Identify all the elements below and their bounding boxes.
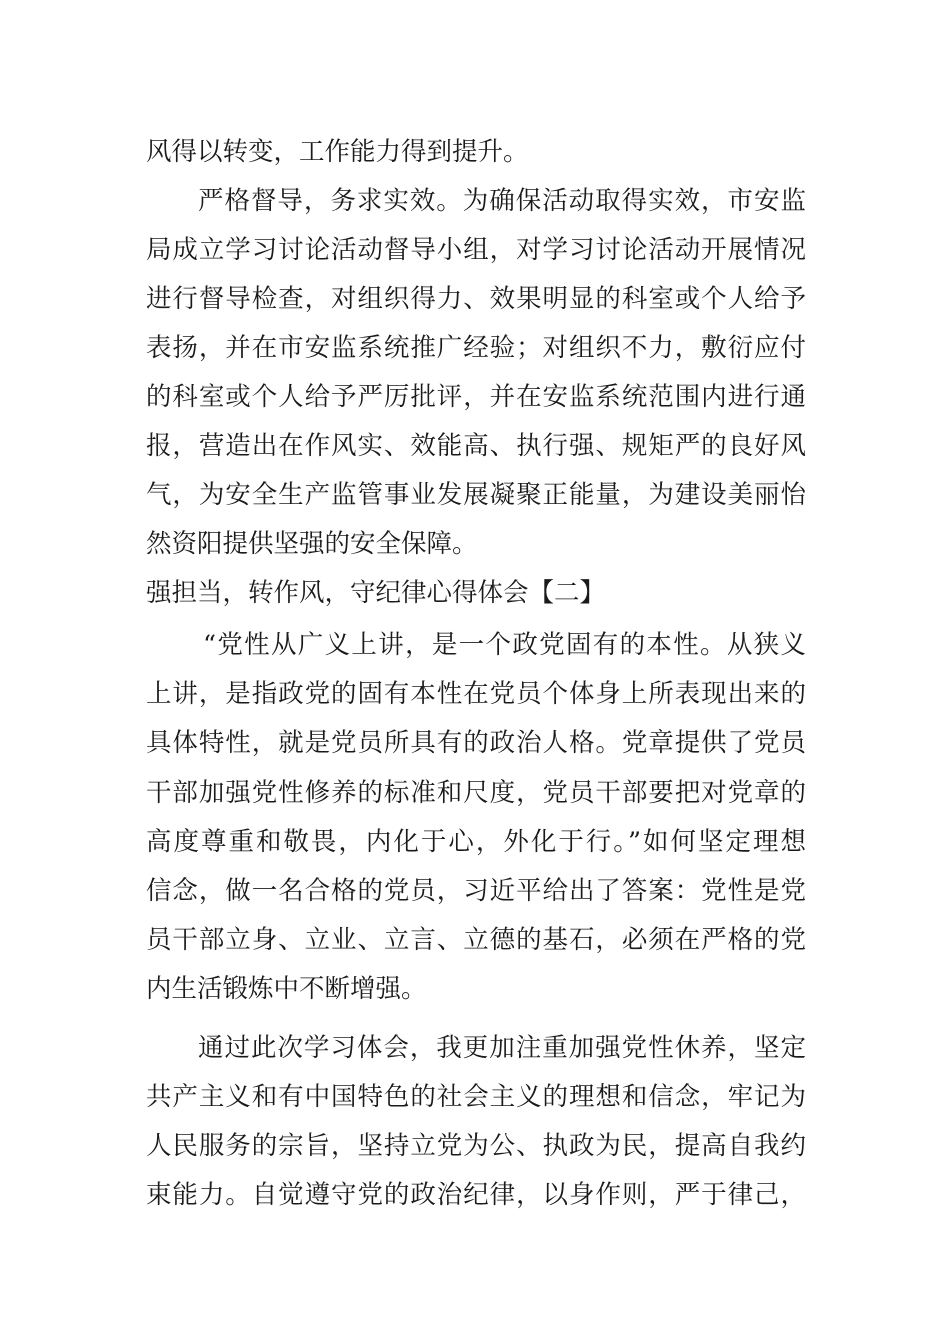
paragraph-line: 气，为安全生产监管事业发展凝聚正能量，为建设美丽怡 (146, 480, 806, 510)
paragraph-line: 通过此次学习体会，我更加注重加强党性休养，坚定 (198, 1033, 806, 1063)
paragraph-line: 人民服务的宗旨，坚持立党为公、执政为民，提高自我约 (146, 1131, 806, 1161)
paragraph-line: 严格督导，务求实效。为确保活动取得实效，市安监 (198, 186, 806, 216)
paragraph-line: 束能力。自觉遵守党的政治纪律，以身作则，严于律己， (146, 1180, 806, 1210)
paragraph-line: 进行督导检查，对组织得力、效果明显的科室或个人给予 (146, 284, 806, 314)
paragraph-line: 上讲，是指政党的固有本性在党员个体身上所表现出来的 (146, 679, 806, 709)
paragraph-line: 内生活锻炼中不断增强。 (146, 974, 427, 1004)
paragraph-line: 具体特性，就是党员所具有的政治人格。党章提供了党员 (146, 728, 806, 758)
paragraph-line: “党性从广义上讲，是一个政党固有的本性。从狭义 (203, 630, 806, 660)
paragraph-line: 报，营造出在作风实、效能高、执行强、规矩严的良好风 (146, 431, 806, 461)
paragraph-line: 干部加强党性修养的标准和尺度，党员干部要把对党章的 (146, 778, 806, 808)
paragraph-line: 表扬，并在市安监系统推广经验；对组织不力，敷衍应付 (146, 333, 806, 363)
paragraph-line: 高度尊重和敬畏，内化于心，外化于行。”如何坚定理想 (146, 827, 806, 857)
paragraph-line: 共产主义和有中国特色的社会主义的理想和信念，牢记为 (146, 1082, 806, 1112)
paragraph-line: 信念，做一名合格的党员，习近平给出了答案：党性是党 (146, 876, 806, 906)
paragraph-line: 局成立学习讨论活动督导小组，对学习讨论活动开展情况 (146, 235, 806, 265)
paragraph-line: 风得以转变，工作能力得到提升。 (146, 137, 529, 167)
paragraph-line: 员干部立身、立业、立言、立德的基石，必须在严格的党 (146, 925, 806, 955)
paragraph-line: 然资阳提供坚强的安全保障。 (146, 529, 478, 559)
section-heading: 强担当，转作风，守纪律心得体会【二】 (146, 578, 606, 608)
paragraph-line: 的科室或个人给予严厉批评，并在安监系统范围内进行通 (146, 382, 806, 412)
